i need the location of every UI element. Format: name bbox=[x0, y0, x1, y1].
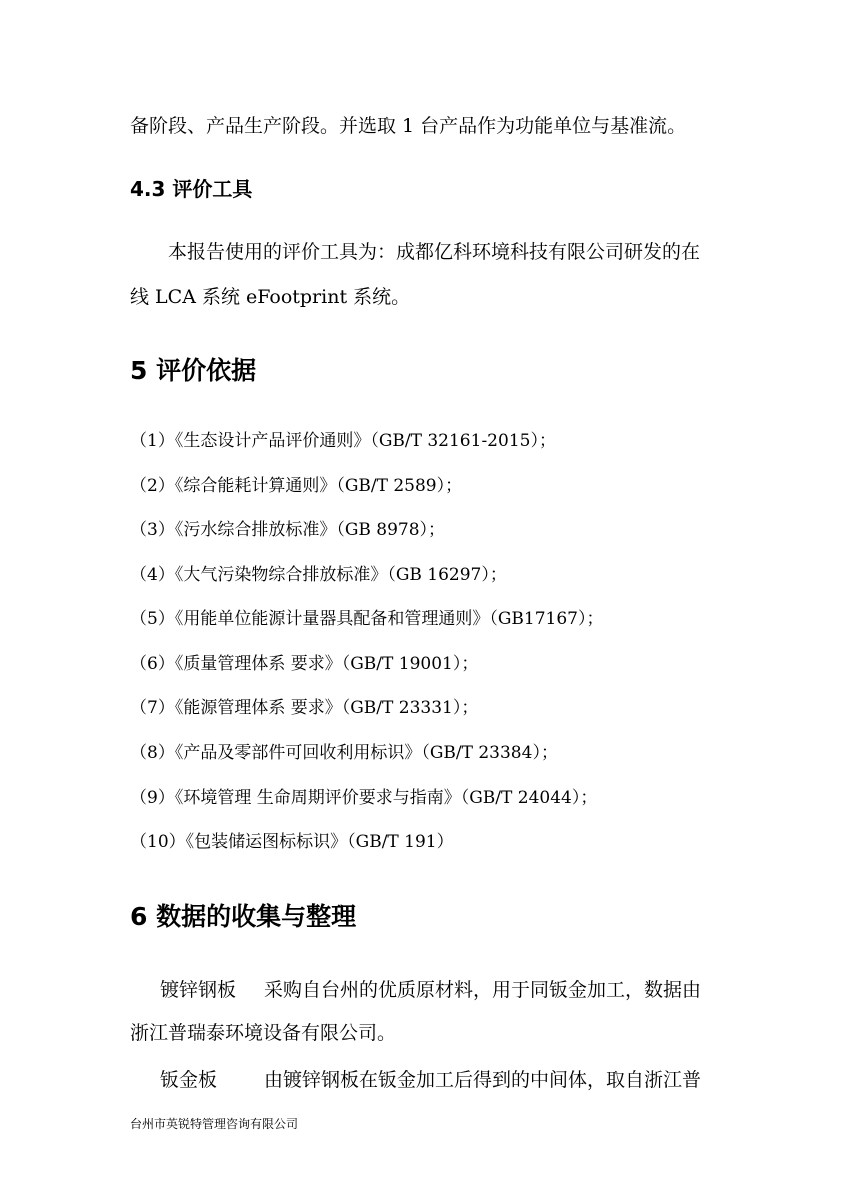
data-item-term: 镀锌钢板 bbox=[160, 979, 237, 1001]
data-item-row bbox=[160, 981, 701, 1000]
reference-item: （7）《能源管理体系 要求》（GB/T 23331）； bbox=[130, 698, 479, 718]
section-4-3-paragraph-line2: 线 LCA 系统 eFootprint 系统。 bbox=[130, 286, 411, 308]
data-item-term: 钣金板 bbox=[160, 1069, 218, 1091]
data-item-description: 由镀锌钢板在钣金加工后得到的中间体，取自浙江普 bbox=[264, 1069, 702, 1091]
reference-item: （8）《产品及零部件可回收利用标识》（GB/T 23384）； bbox=[130, 743, 558, 763]
reference-item: （10）《包装储运图标标识》（GB/T 191） bbox=[130, 832, 454, 852]
section-5-heading: 5 评价依据 bbox=[130, 356, 257, 385]
data-item-description: 采购自台州的优质原材料，用于同钣金加工，数据由 bbox=[264, 979, 702, 1001]
footer-company: 台州市英锐特管理咨询有限公司 bbox=[130, 1117, 299, 1131]
reference-item: （1）《生态设计产品评价通则》（GB/T 32161-2015）； bbox=[130, 431, 556, 451]
reference-item: （2）《综合能耗计算通则》（GB/T 2589）； bbox=[130, 476, 463, 496]
section-4-3-heading: 4.3 评价工具 bbox=[130, 177, 253, 201]
reference-item: （5）《用能单位能源计量器具配备和管理通则》（GB17167）； bbox=[130, 609, 604, 629]
data-item-row bbox=[160, 1071, 701, 1090]
reference-item: （9）《环境管理 生命周期评价要求与指南》（GB/T 24044）； bbox=[130, 788, 598, 808]
data-item-description-continued: 浙江普瑞泰环境设备有限公司。 bbox=[130, 1022, 397, 1044]
section-6-heading: 6 数据的收集与整理 bbox=[130, 902, 357, 931]
section-4-3-paragraph-line1: 本报告使用的评价工具为：成都亿科环境科技有限公司研发的在 bbox=[168, 241, 701, 263]
intro-line: 备阶段、产品生产阶段。并选取 1 台产品作为功能单位与基准流。 bbox=[130, 115, 687, 137]
reference-item: （3）《污水综合排放标准》（GB 8978）； bbox=[130, 520, 446, 540]
reference-item: （6）《质量管理体系 要求》（GB/T 19001）； bbox=[130, 654, 479, 674]
reference-item: （4）《大气污染物综合排放标准》（GB 16297）； bbox=[130, 565, 507, 585]
